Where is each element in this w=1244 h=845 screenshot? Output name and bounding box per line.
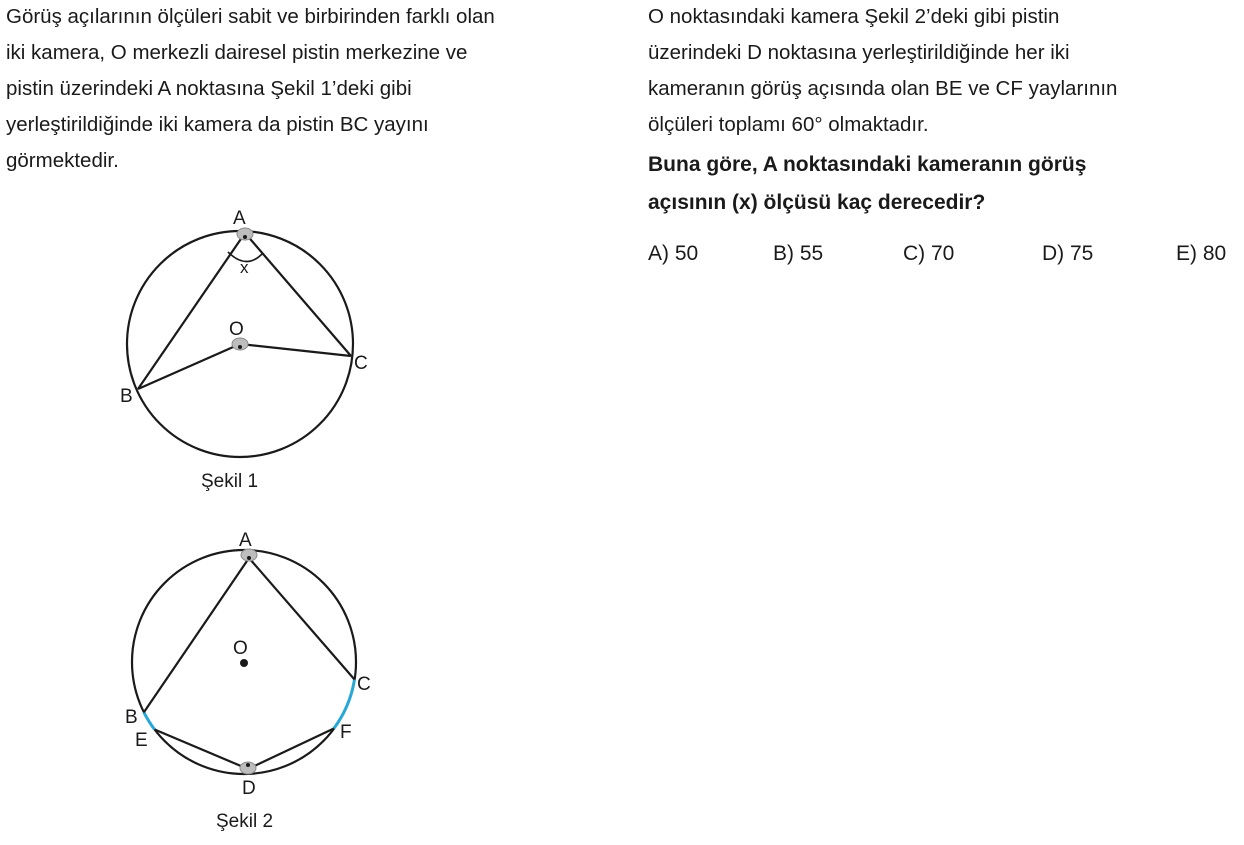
chord-de xyxy=(155,730,248,770)
radius-oc xyxy=(240,344,351,356)
label-b: B xyxy=(125,707,138,728)
figure-2-caption: Şekil 2 xyxy=(216,811,274,832)
label-b: B xyxy=(120,386,133,407)
camera-a-icon xyxy=(237,228,253,240)
chord-ac xyxy=(249,558,355,680)
figure-1-caption: Şekil 1 xyxy=(201,471,259,492)
camera-d-icon xyxy=(240,762,256,774)
label-c: C xyxy=(357,674,371,695)
option-d[interactable]: D) 75 xyxy=(1042,242,1094,265)
label-a: A xyxy=(239,530,252,551)
label-f: F xyxy=(340,722,352,743)
chord-ac xyxy=(245,233,351,356)
chord-ab xyxy=(144,558,249,712)
label-c: C xyxy=(354,353,368,374)
label-a: A xyxy=(233,208,246,229)
center-point-o xyxy=(240,659,248,667)
option-e[interactable]: E) 80 xyxy=(1176,242,1227,265)
figure-1 xyxy=(0,195,420,500)
arc-be xyxy=(144,712,155,729)
figure-2 xyxy=(0,520,420,845)
label-e: E xyxy=(135,730,148,751)
label-o: O xyxy=(229,319,244,340)
problem-statement-right: O noktasındaki kamera Şekil 2’deki gibi pistin üzerindeki D noktasına yerleştirildiğinde her iki kameranın görüş açısında olan BE ve CF yaylarının ölçüleri toplamı 60° olmaktadır. xyxy=(648,5,1118,136)
problem-statement-left: Görüş açılarının ölçüleri sabit ve birbirinden farklı olan iki kamera, O merkezli dairesel pistin merkezine ve pistin üzerindeki A noktasına Şekil 1’deki gibi yerleştirildiğinde iki kamera da pistin BC yayını görmektedir. xyxy=(6,5,495,172)
option-a[interactable]: A) 50 xyxy=(648,242,699,265)
label-o: O xyxy=(233,638,248,659)
option-b[interactable]: B) 55 xyxy=(773,242,824,265)
label-x: x xyxy=(240,258,249,277)
label-d: D xyxy=(242,778,256,799)
option-c[interactable]: C) 70 xyxy=(903,242,955,265)
question-text: Buna göre, A noktasındaki kameranın görüş açısının (x) ölçüsü kaç derecedir? xyxy=(648,153,1087,214)
